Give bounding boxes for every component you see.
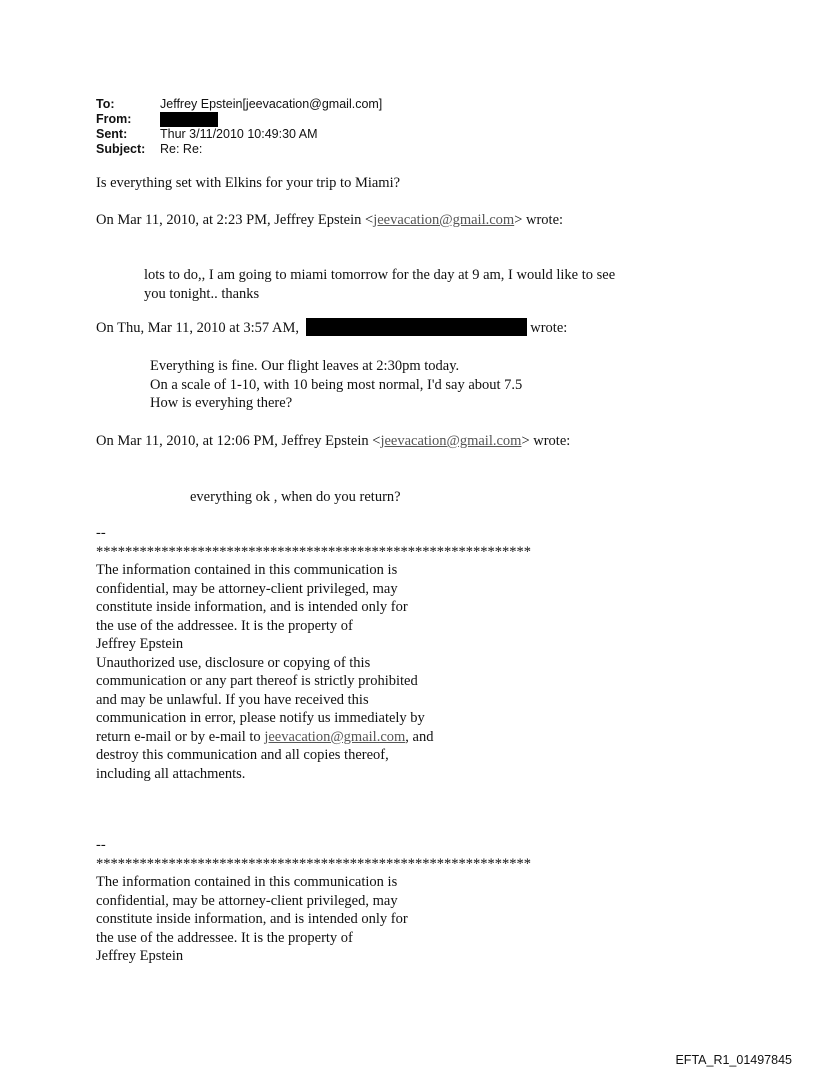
sent-row [96,127,382,142]
email-link[interactable]: jeevacation@gmail.com [373,212,515,228]
quote-attribution [96,211,563,230]
attribution-text: On Mar 11, 2010, at 2:23 PM, Jeffrey Epstein < [96,212,374,228]
quoted-message: everything ok , when do you return? [190,489,401,505]
separator-stars: ************************************************************ [96,543,531,560]
separator-stars: ************************************************************ [96,855,531,872]
quote-attribution [96,432,570,451]
subject-row [96,142,382,157]
redaction-bar [306,318,527,336]
to-row [96,97,382,112]
quote-attribution [96,318,567,338]
message-line: On a scale of 1-10, with 10 being most normal, I'd say about 7.5 [150,376,523,393]
message-line: you tonight.. thanks [144,285,260,302]
disclaimer-line: Jeffrey Epstein [96,948,184,964]
disclaimer-line: communication in error, please notify us immediately by [96,710,425,726]
attribution-text: On Thu, Mar 11, 2010 at 3:57 AM, [96,320,299,336]
attribution-text: > wrote: [514,212,564,228]
disclaimer-line: the use of the addressee. It is the property of [96,617,353,634]
disclaimer-text: , and [405,728,434,745]
message-line: lots to do,, I am going to miami tomorrow for the day at 9 am, I would like to see [144,267,616,283]
document-id: EFTA_R1_01497845 [675,1053,792,1067]
disclaimer-line: constitute inside information, and is intended only for [96,911,408,927]
message-line: How is everyhing there? [150,395,293,411]
disclaimer-line: The information contained in this communication is [96,562,398,578]
subject-value: Re: Re: [160,142,203,156]
attribution-text: On Mar 11, 2010, at 12:06 PM, Jeffrey Epstein < [96,433,381,449]
separator-dash: -- [96,525,106,541]
quoted-message [150,357,522,413]
to-value: Jeffrey Epstein[jeevacation@gmail.com] [160,97,383,111]
from-label: From: [96,112,132,126]
disclaimer-line: The information contained in this communication is [96,874,398,890]
disclaimer-text: return e-mail or by e-mail to [96,728,265,745]
email-link[interactable]: jeevacation@gmail.com [380,433,522,449]
disclaimer-line: confidential, may be attorney-client privileged, may [96,580,398,597]
disclaimer-line: destroy this communication and all copies thereof, [96,747,389,763]
redaction-bar [160,112,218,127]
separator-dash: -- [96,837,106,853]
sent-label: Sent: [96,127,128,141]
email-link[interactable]: jeevacation@gmail.com [264,728,406,745]
disclaimer-line [96,728,531,747]
sent-value: Thur 3/11/2010 10:49:30 AM [160,127,318,141]
disclaimer-line: including all attachments. [96,765,246,782]
message-text: Is everything set with Elkins for your trip to Miami? [96,175,401,191]
disclaimer-line: constitute inside information, and is intended only for [96,599,408,615]
quoted-message [144,266,615,303]
disclaimer-line: confidential, may be attorney-client privileged, may [96,892,398,909]
subject-label: Subject: [96,142,146,156]
disclaimer-line: communication or any part thereof is strictly prohibited [96,673,418,689]
message-line: Everything is fine. Our flight leaves at 2:30pm today. [150,358,460,374]
disclaimer-line: Jeffrey Epstein [96,636,184,652]
disclaimer [96,524,531,783]
attribution-text: > wrote: [521,433,571,449]
attribution-text: wrote: [530,320,568,336]
to-label: To: [96,97,115,111]
disclaimer-line: and may be unlawful. If you have received this [96,691,369,708]
disclaimer-line: the use of the addressee. It is the property of [96,929,353,946]
disclaimer-line: Unauthorized use, disclosure or copying of this [96,654,371,671]
disclaimer [96,836,531,966]
email-header [96,97,382,157]
from-row [96,112,382,127]
